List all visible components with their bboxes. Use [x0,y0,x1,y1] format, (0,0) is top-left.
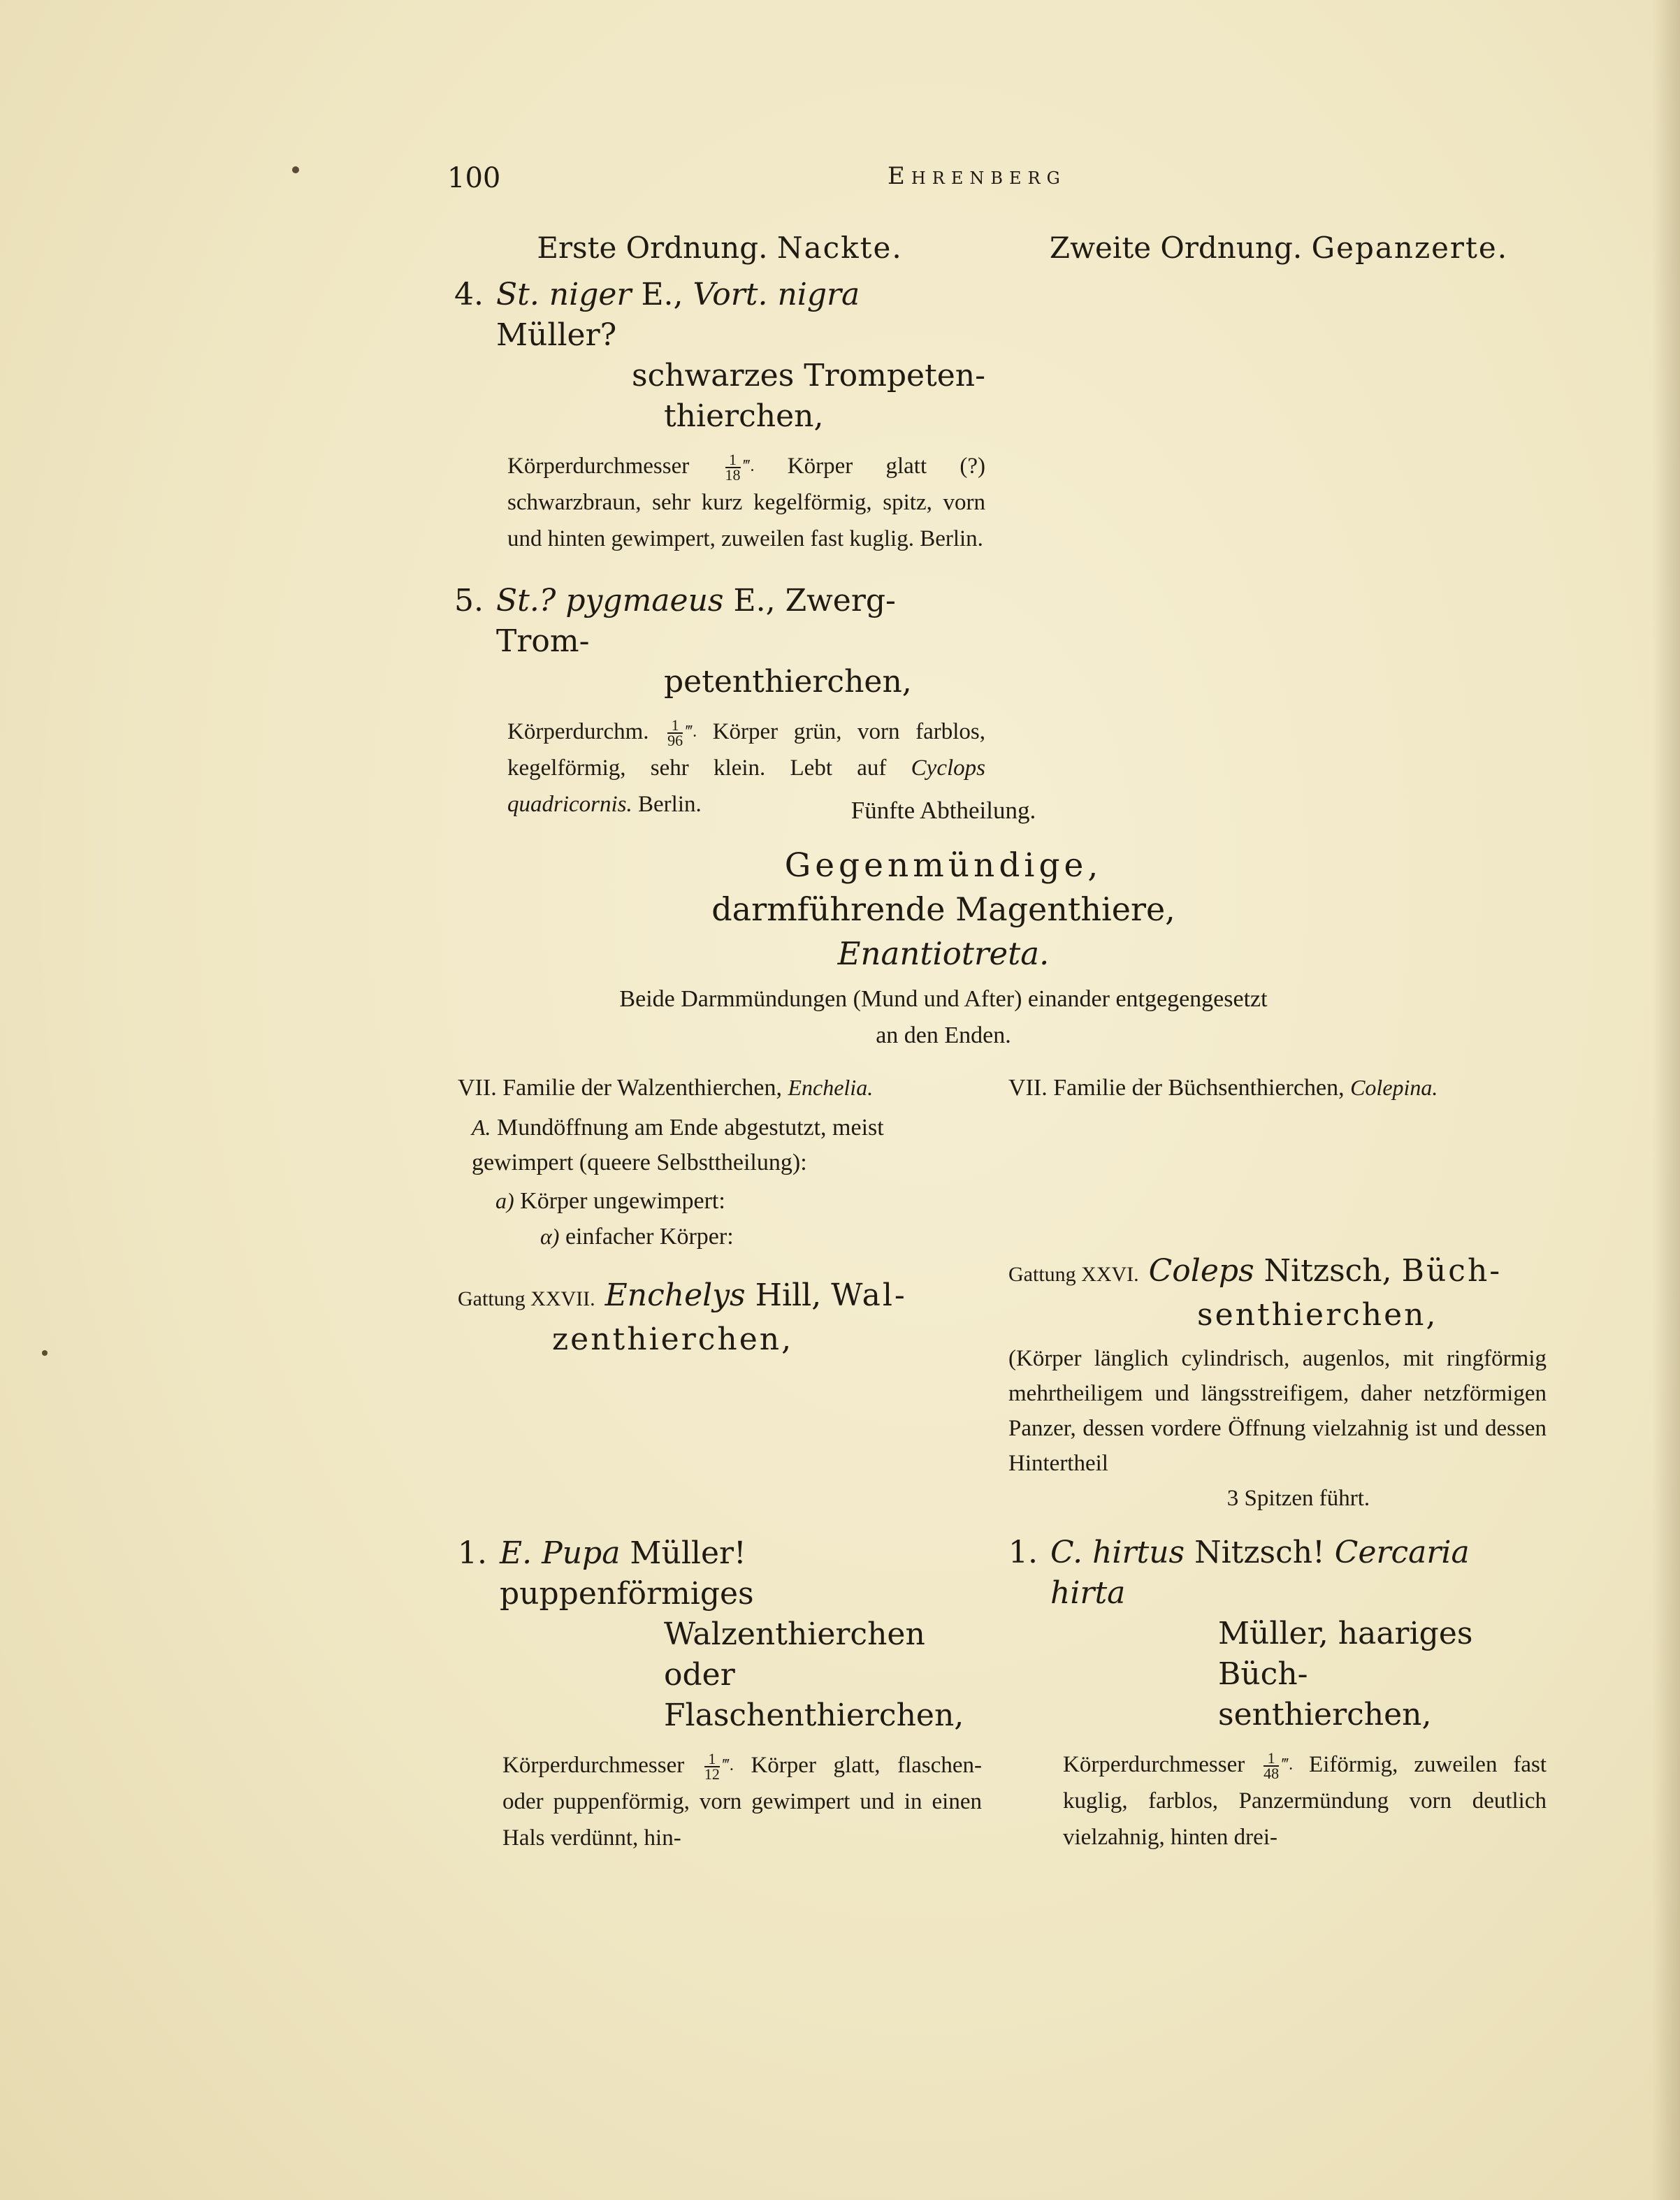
species-entry-5: 5. St.? pygmaeus E., Zwerg-Trom- petenthierchen, Körperdurchm. $\frac{1}{96}$ ‴. Körper grün, vorn farblos, kegelförmig, sehr klein. Lebt auf Cyclops quadricornis. Berlin. [454,581,985,823]
section-description: Beide Darmmündungen (Mund und After) einander entgegengesetzt an den Enden. [619,986,1268,1048]
section-latin-name: Enantiotreta. [837,935,1050,972]
page-edge-shadow [1652,0,1680,2200]
species-description: Körperdurchmesser $\frac{1}{18}$ ‴. Körper glatt (?) schwarzbraun, sehr kurz kegelförmig, spitz, vorn und hinten gewimpert, zuweilen fast kuglig. Berlin. [507,451,985,551]
species-description: Körperdurchm. $\frac{1}{96}$ ‴. Körper grün, vorn farblos, kegelförmig, sehr klein. Lebt auf Cyclops quadricornis. Berlin. [507,716,986,817]
genus-name: Enchelys [604,1278,746,1313]
ink-spot [42,1350,48,1356]
species-name: St. niger [496,277,632,312]
species-name: E. Pupa [500,1535,621,1571]
synonym: Vort. nigra [693,277,860,312]
species-name: C. hirtus [1050,1535,1185,1570]
order-heading-left: Erste Ordnung. Nackte. [537,231,903,265]
entry-number: 1. [1008,1535,1038,1570]
species-entry-c-hirtus: 1. C. hirtus Nitzsch! Cercaria hirta Müller, haariges Büch- senthierchen, Körperdurchmesser $\frac{1}{48}$ ‴. Eiförmig, zuweilen fast kuglig, farblos, Panzermündung vorn deutlich vielzahnig, hinten drei- [1008,1533,1547,1855]
species-entry-4: 4. St. niger E., Vort. nigra Müller? schwarzes Trompeten- thierchen, Körperdurchmesser $\frac{1}{18}$ ‴. Körper glatt (?) schwarzbraun, sehr kurz kegelförmig, spitz, vorn und hinten gewimpert, zuweilen fast kuglig. Berlin. [454,275,985,557]
genus-enchelys: Gattung XXVII. Enchelys Hill, Wal- zenthierchen, [458,1278,907,1357]
section-title: Gegenmündige, [784,846,1103,885]
running-head: Ehrenberg [888,162,1066,190]
genus-description: (Körper länglich cylindrisch, augenlos, mit ringförmig mehrtheiligem und längsstreifigem, daher netzförmigen Panzer, dessen vordere Öffnung vielzahnig ist und dessen Hintertheil 3 Spitzen führt. [1008,1346,1547,1511]
species-name: St.? pygmaeus [496,583,724,618]
species-description: Körperdurchmesser $\frac{1}{12}$ ‴. Körper glatt, flaschen- oder puppenförmig, vorn gewimpert und in einen Hals verdünnt, hin- [502,1750,983,1851]
entry-number: 5. [454,583,484,618]
entry-number: 4. [454,277,484,312]
genus-name: Coleps [1148,1253,1254,1289]
fraction: $\frac{1}{12}$ [704,1750,720,1783]
species-description: Körperdurchmesser $\frac{1}{48}$ ‴. Eiförmig, zuweilen fast kuglig, farblos, Panzermündung vorn deutlich vielzahnig, hinten drei- [1063,1749,1547,1850]
entry-number: 1. [458,1535,487,1571]
fraction: $\frac{1}{18}$ [725,451,741,484]
section-subtitle: darmführende Magenthiere, [711,890,1175,928]
common-name: schwarzes Trompeten- [632,358,985,393]
family-enchelia [458,1075,983,1851]
key-a: A. Mundöffnung am Ende abgestutzt, meist gewimpert (queere Selbsttheilung): [472,1115,884,1175]
section-label: Fünfte Abtheilung. [850,797,1036,824]
left-column-top [454,231,985,823]
ink-spot [292,166,299,173]
key-alpha: α) einfacher Körper: [540,1224,734,1250]
page-number: 100 [447,162,501,194]
fraction: $\frac{1}{48}$ [1263,1749,1280,1783]
family-title: VII. Familie der Walzenthierchen, Enchelia. [458,1075,874,1101]
order-heading-right: Zweite Ordnung. Gepanzerte. [1049,231,1509,265]
right-column-top [1006,231,1551,275]
common-name: petenthierchen, [664,664,912,700]
family-colepina [1008,1075,1547,1855]
fraction: $\frac{1}{96}$ [667,716,683,750]
species-entry-e-pupa: 1. E. Pupa Müller! puppenförmiges Walzenthierchen oder Flaschenthierchen, Körperdurchmesser $\frac{1}{12}$ ‴. Körper glatt, flaschen- oder puppenförmig, vorn gewimpert und in einen Hals verdünnt, hin- [458,1533,982,1856]
key-a-sub: a) Körper ungewimpert: [495,1188,725,1214]
synonym: Cercaria hirta [1050,1535,1470,1611]
genus-coleps: Gattung XXVI. Coleps Nitzsch, Büch- senthierchen, [1008,1253,1502,1333]
family-title: VII. Familie der Büchsenthierchen, Colepina. [1008,1075,1438,1101]
section-heading [489,797,1398,1054]
